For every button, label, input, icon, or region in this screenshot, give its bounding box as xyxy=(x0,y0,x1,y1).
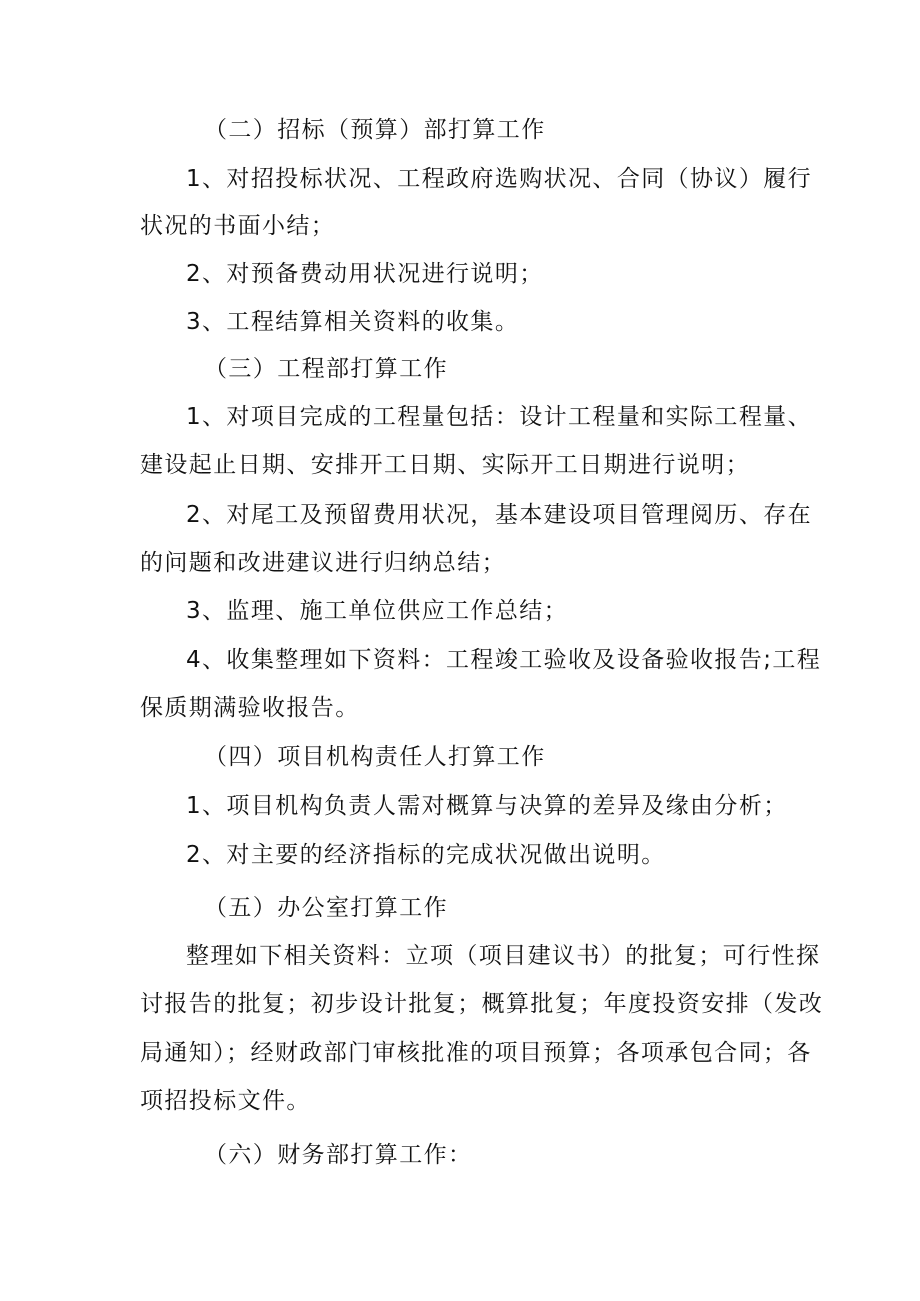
paragraph-line: 4、收集整理如下资料：工程竣工验收及设备验收报告;工程 xyxy=(186,647,822,673)
paragraph-line: 2、对主要的经济指标的完成状况做出说明。 xyxy=(186,842,666,868)
section-heading-5: （五）办公室打算工作 xyxy=(204,895,448,921)
section-heading-3: （三）工程部打算工作 xyxy=(204,356,448,382)
paragraph-line: 1、对招投标状况、工程政府选购状况、合同（协议）履行 xyxy=(186,166,813,192)
paragraph-line: 保质期满验收报告。 xyxy=(140,695,360,721)
section-heading-2: （二）招标（预算）部打算工作 xyxy=(204,117,546,143)
paragraph-line: 讨报告的批复；初步设计批复；概算批复；年度投资安排（发改 xyxy=(140,991,824,1017)
paragraph-line: 项招投标文件。 xyxy=(140,1088,311,1114)
paragraph-line: 整理如下相关资料：立项（项目建议书）的批复；可行性探 xyxy=(186,943,821,969)
paragraph-line: 局通知）；经财政部门审核批准的项目预算；各项承包合同；各 xyxy=(140,1040,812,1066)
paragraph-line: 建设起止日期、安排开工日期、实际开工日期进行说明； xyxy=(140,452,750,478)
paragraph-line: 1、项目机构负责人需对概算与决算的差异及缘由分析； xyxy=(186,793,788,819)
section-heading-4: （四）项目机构责任人打算工作 xyxy=(204,744,546,770)
paragraph-line: 的问题和改进建议进行归纳总结； xyxy=(140,550,506,576)
paragraph-line: 3、工程结算相关资料的收集。 xyxy=(186,309,520,335)
paragraph-line: 3、监理、施工单位供应工作总结； xyxy=(186,598,569,624)
section-heading-6: （六）财务部打算工作： xyxy=(204,1142,473,1168)
paragraph-line: 1、对项目完成的工程量包括：设计工程量和实际工程量、 xyxy=(186,404,813,430)
paragraph-line: 2、对预备费动用状况进行说明； xyxy=(186,261,544,287)
paragraph-line: 2、对尾工及预留费用状况，基本建设项目管理阅历、存在 xyxy=(186,502,813,528)
paragraph-line: 状况的书面小结； xyxy=(140,213,336,239)
